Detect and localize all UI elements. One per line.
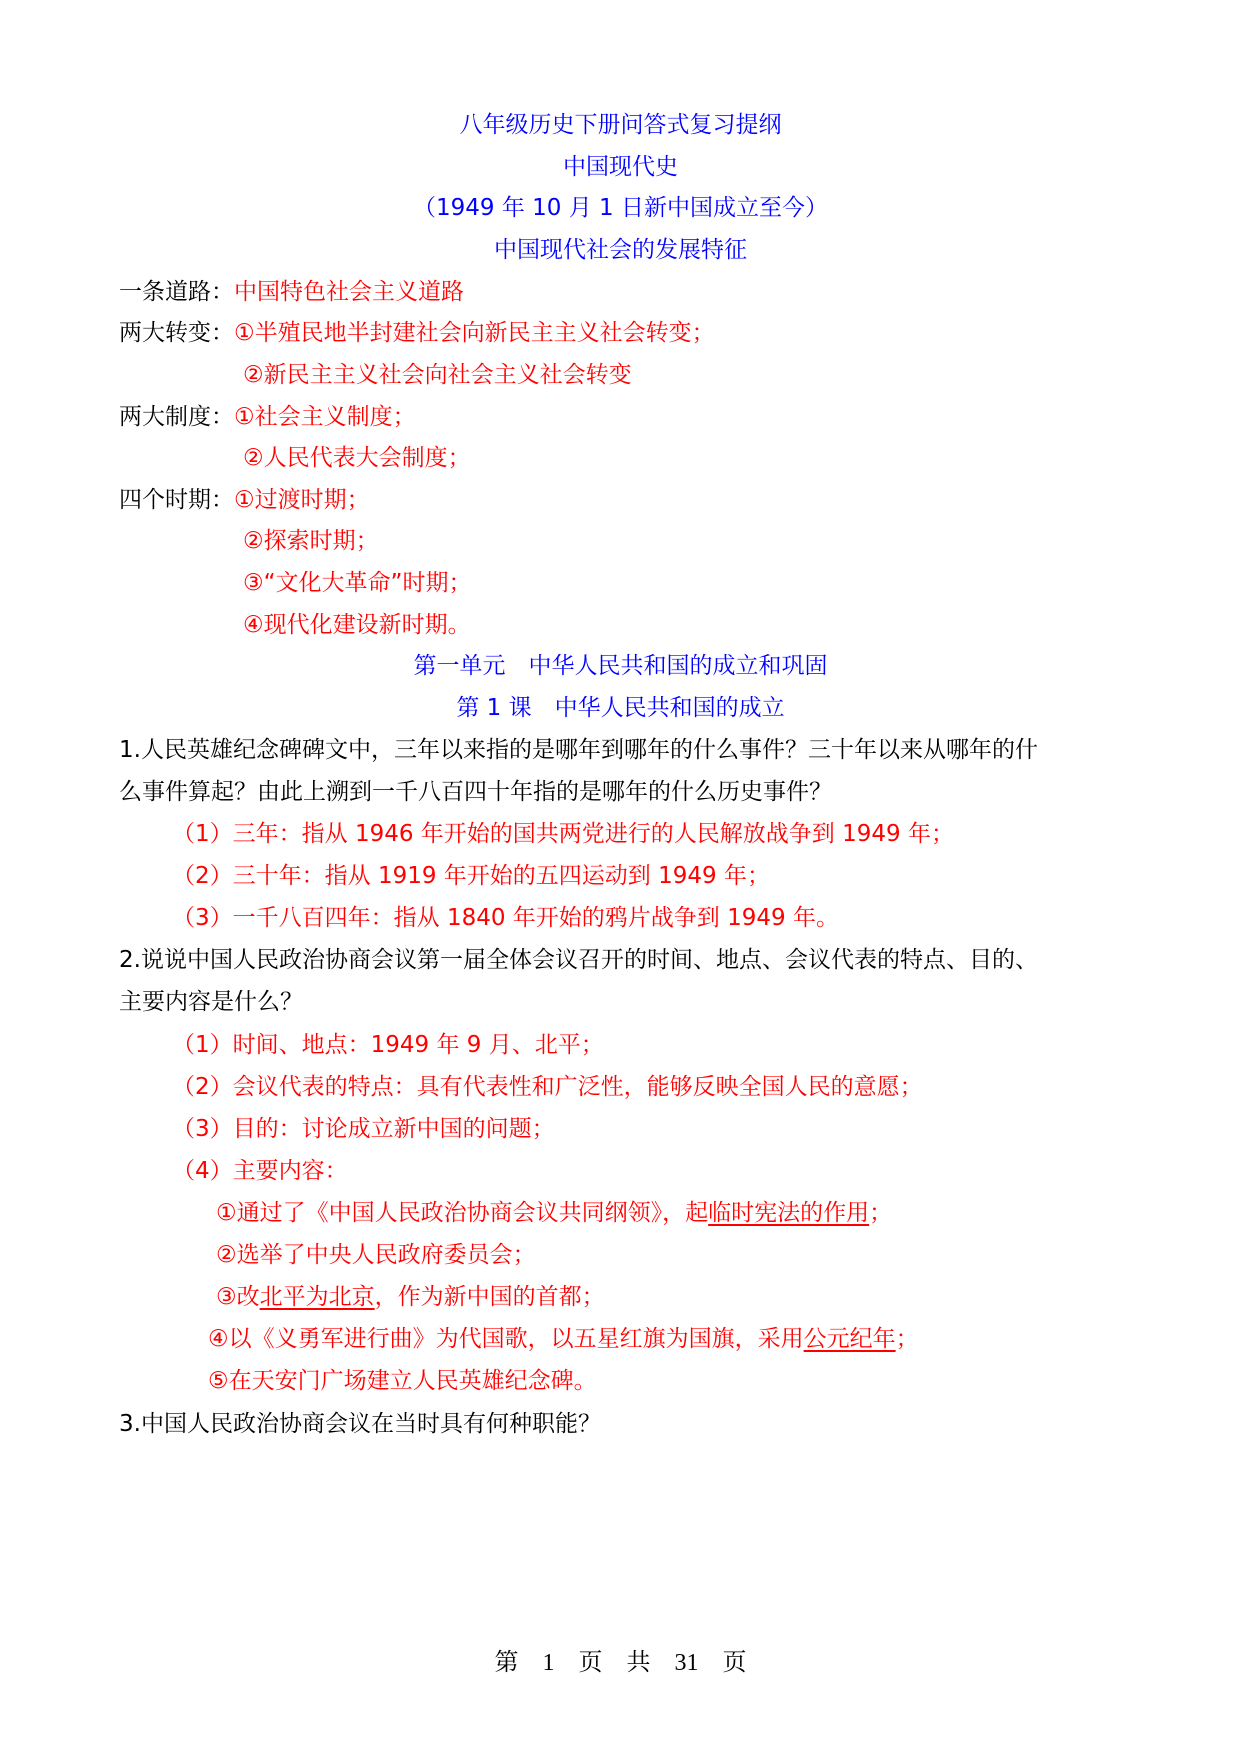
feature-period [119,485,370,515]
feature-system-2: ②人民代表大会制度； [243,445,471,471]
q2-content-3 [216,1282,605,1312]
unit-heading: 第一单元 中华人民共和国的成立和巩固 [413,653,828,679]
feature-road [119,277,464,307]
feature-transform-1: ①半殖民地半封建社会向新民主主义社会转变； [234,320,715,346]
feature-transform-2: ②新民主主义社会向社会主义社会转变 [243,362,632,388]
feature-system-1: ①社会主义制度； [234,404,416,430]
feature-period-1: ①过渡时期； [234,487,370,513]
q2-content-4 [208,1324,919,1354]
q2-content-1-text: ①通过了《中国人民政治协商会议共同纲领》，起 [216,1200,709,1226]
feature-transform-label: 两大转变： [119,320,234,346]
lesson-heading: 第 1 课 中华人民共和国的成立 [456,695,785,721]
feature-period-2: ②探索时期； [243,528,379,554]
period-subtitle: （1949 年 10 月 1 日新中国成立至今） [413,195,828,221]
q2-content-3-end: ，作为新中国的首都； [374,1284,605,1310]
features-heading: 中国现代社会的发展特征 [494,237,747,263]
feature-period-label: 四个时期： [119,487,234,513]
q2-answer-1: （1）时间、地点：1949 年 9 月、北平； [172,1032,604,1058]
q2-content-5: ⑤在天安门广场建立人民英雄纪念碑。 [208,1368,597,1394]
q2-content-3-text: ③改 [216,1284,260,1310]
q2-content-1-end: ； [869,1200,893,1226]
q1-line1: 1.人民英雄纪念碑碑文中，三年以来指的是哪年到哪年的什么事件？三十年以来从哪年的什 [119,737,1038,763]
feature-system-label: 两大制度： [119,404,234,430]
q2-line1: 2.说说中国人民政治协商会议第一届全体会议召开的时间、地点、会议代表的特点、目的、 [119,947,1038,973]
document-title: 八年级历史下册问答式复习提纲 [459,112,782,138]
q2-answer-3: （3）目的：讨论成立新中国的问题； [172,1116,555,1142]
feature-transform [119,318,715,348]
q2-content-1 [216,1198,892,1228]
q2-answer-4: （4）主要内容： [172,1158,348,1184]
feature-period-4: ④现代化建设新时期。 [243,612,471,638]
feature-period-3: ③“文化大革命”时期； [243,570,472,596]
document-subtitle: 中国现代史 [563,154,678,180]
q2-content-4-text: ④以《义勇军进行曲》为代国歌，以五星红旗为国旗，采用 [208,1326,804,1352]
q2-content-4-end: ； [895,1326,919,1352]
q2-content-1-underlined: 临时宪法的作用 [708,1200,870,1226]
q1-answer-1: （1）三年：指从 1946 年开始的国共两党进行的人民解放战争到 1949 年； [172,821,954,847]
feature-road-label: 一条道路： [119,279,234,305]
q2-line2: 主要内容是什么？ [119,989,303,1015]
q2-content-3-underlined: 北平为北京 [259,1284,375,1310]
q1-answer-3: （3）一千八百四年：指从 1840 年开始的鸦片战争到 1949 年。 [172,905,839,931]
page-footer: 第 1 页 共 31 页 [494,1650,747,1676]
feature-system [119,402,416,432]
feature-road-value: 中国特色社会主义道路 [234,279,464,305]
q2-content-2: ②选举了中央人民政府委员会； [216,1242,536,1268]
q2-content-4-underlined: 公元纪年 [803,1326,896,1352]
q1-line2: 么事件算起？由此上溯到一千八百四十年指的是哪年的什么历史事件？ [119,779,832,805]
q1-answer-2: （2）三十年：指从 1919 年开始的五四运动到 1949 年； [172,863,770,889]
q2-answer-2: （2）会议代表的特点：具有代表性和广泛性，能够反映全国人民的意愿； [172,1074,923,1100]
q3-line1: 3.中国人民政治协商会议在当时具有何种职能？ [119,1411,601,1437]
